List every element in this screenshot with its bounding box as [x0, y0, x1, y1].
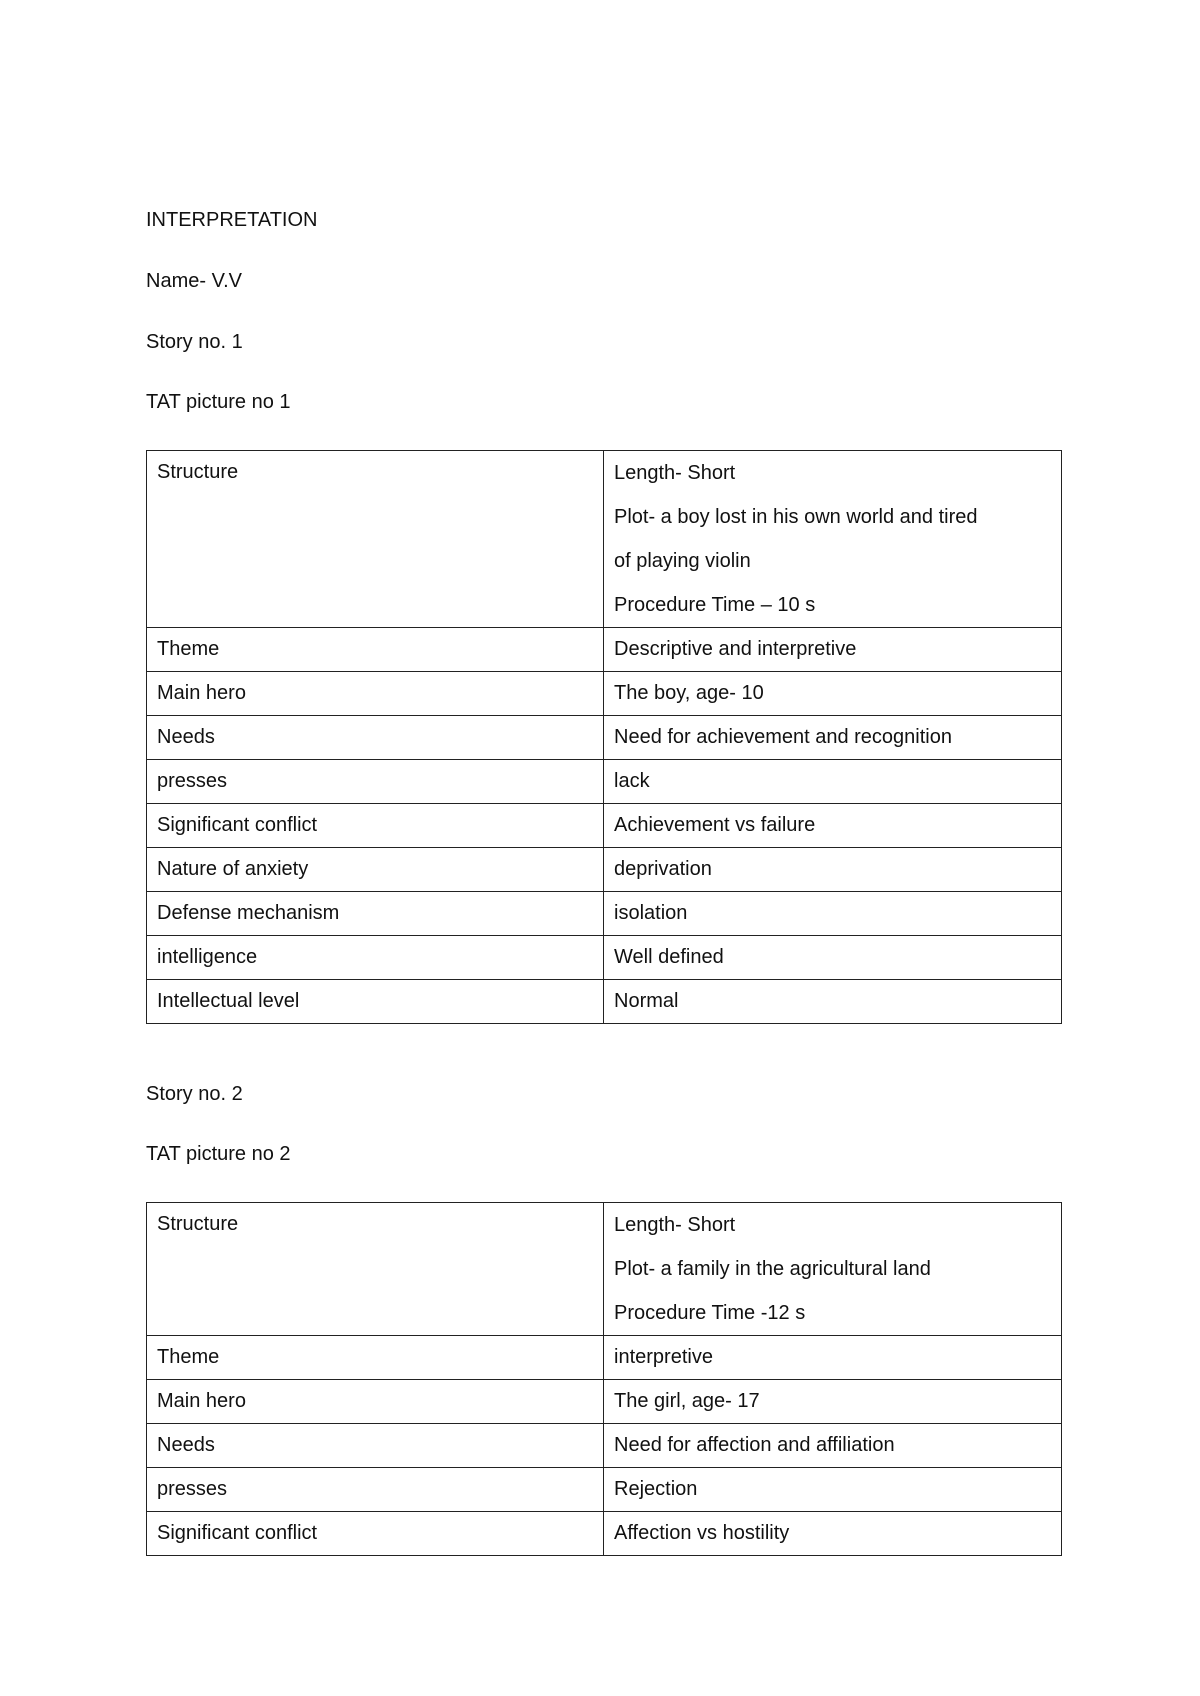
- row-value: Descriptive and interpretive: [604, 628, 1062, 672]
- row-value: Affection vs hostility: [604, 1512, 1062, 1556]
- table-row: [147, 1512, 1062, 1556]
- table-row: [147, 936, 1062, 980]
- structure-line: Length- Short: [614, 1214, 736, 1236]
- row-label: Main hero: [147, 672, 604, 716]
- story-2-label: Story no. 2: [146, 1083, 243, 1105]
- structure-line: Plot- a boy lost in his own world and tired: [614, 506, 978, 528]
- structure-details: [604, 451, 1062, 628]
- row-value: isolation: [604, 892, 1062, 936]
- table-row: [147, 1203, 1062, 1336]
- row-label: presses: [147, 760, 604, 804]
- row-value: The girl, age- 17: [604, 1380, 1062, 1424]
- tat-picture-2-label: TAT picture no 2: [146, 1143, 291, 1165]
- table-row: [147, 848, 1062, 892]
- structure-line: Procedure Time – 10 s: [614, 594, 816, 616]
- structure-details: [604, 1203, 1062, 1336]
- row-value: deprivation: [604, 848, 1062, 892]
- row-label: Theme: [147, 1336, 604, 1380]
- structure-line: Length- Short: [614, 462, 736, 484]
- story-1-label: Story no. 1: [146, 331, 243, 353]
- row-label: Nature of anxiety: [147, 848, 604, 892]
- row-value: Normal: [604, 980, 1062, 1024]
- table-row: [147, 1424, 1062, 1468]
- interpretation-table-story-1: [146, 450, 1062, 1024]
- structure-line: Plot- a family in the agricultural land: [614, 1258, 931, 1280]
- row-label: Defense mechanism: [147, 892, 604, 936]
- tat-picture-1-label: TAT picture no 1: [146, 391, 291, 413]
- table-row: [147, 1380, 1062, 1424]
- structure-line: Procedure Time -12 s: [614, 1302, 806, 1324]
- row-value: Need for achievement and recognition: [604, 716, 1062, 760]
- row-label: Structure: [147, 1203, 604, 1336]
- row-value: Need for affection and affiliation: [604, 1424, 1062, 1468]
- table-row: [147, 1468, 1062, 1512]
- row-label: Main hero: [147, 1380, 604, 1424]
- table-row: [147, 451, 1062, 628]
- row-value: Achievement vs failure: [604, 804, 1062, 848]
- row-value: Well defined: [604, 936, 1062, 980]
- row-label: Intellectual level: [147, 980, 604, 1024]
- table-row: [147, 672, 1062, 716]
- subject-name: Name- V.V: [146, 270, 242, 292]
- row-label: intelligence: [147, 936, 604, 980]
- row-label: Significant conflict: [147, 804, 604, 848]
- table-row: [147, 804, 1062, 848]
- row-label: Structure: [147, 451, 604, 628]
- table-row: [147, 980, 1062, 1024]
- row-value: interpretive: [604, 1336, 1062, 1380]
- table-row: [147, 628, 1062, 672]
- row-label: Needs: [147, 1424, 604, 1468]
- table-row: [147, 760, 1062, 804]
- structure-line: of playing violin: [614, 550, 751, 572]
- row-value: The boy, age- 10: [604, 672, 1062, 716]
- table-row: [147, 892, 1062, 936]
- row-value: lack: [604, 760, 1062, 804]
- row-value: Rejection: [604, 1468, 1062, 1512]
- interpretation-table-story-2: [146, 1202, 1062, 1556]
- table-row: [147, 1336, 1062, 1380]
- row-label: Needs: [147, 716, 604, 760]
- document-title: INTERPRETATION: [146, 209, 318, 231]
- row-label: Theme: [147, 628, 604, 672]
- table-row: [147, 716, 1062, 760]
- row-label: presses: [147, 1468, 604, 1512]
- row-label: Significant conflict: [147, 1512, 604, 1556]
